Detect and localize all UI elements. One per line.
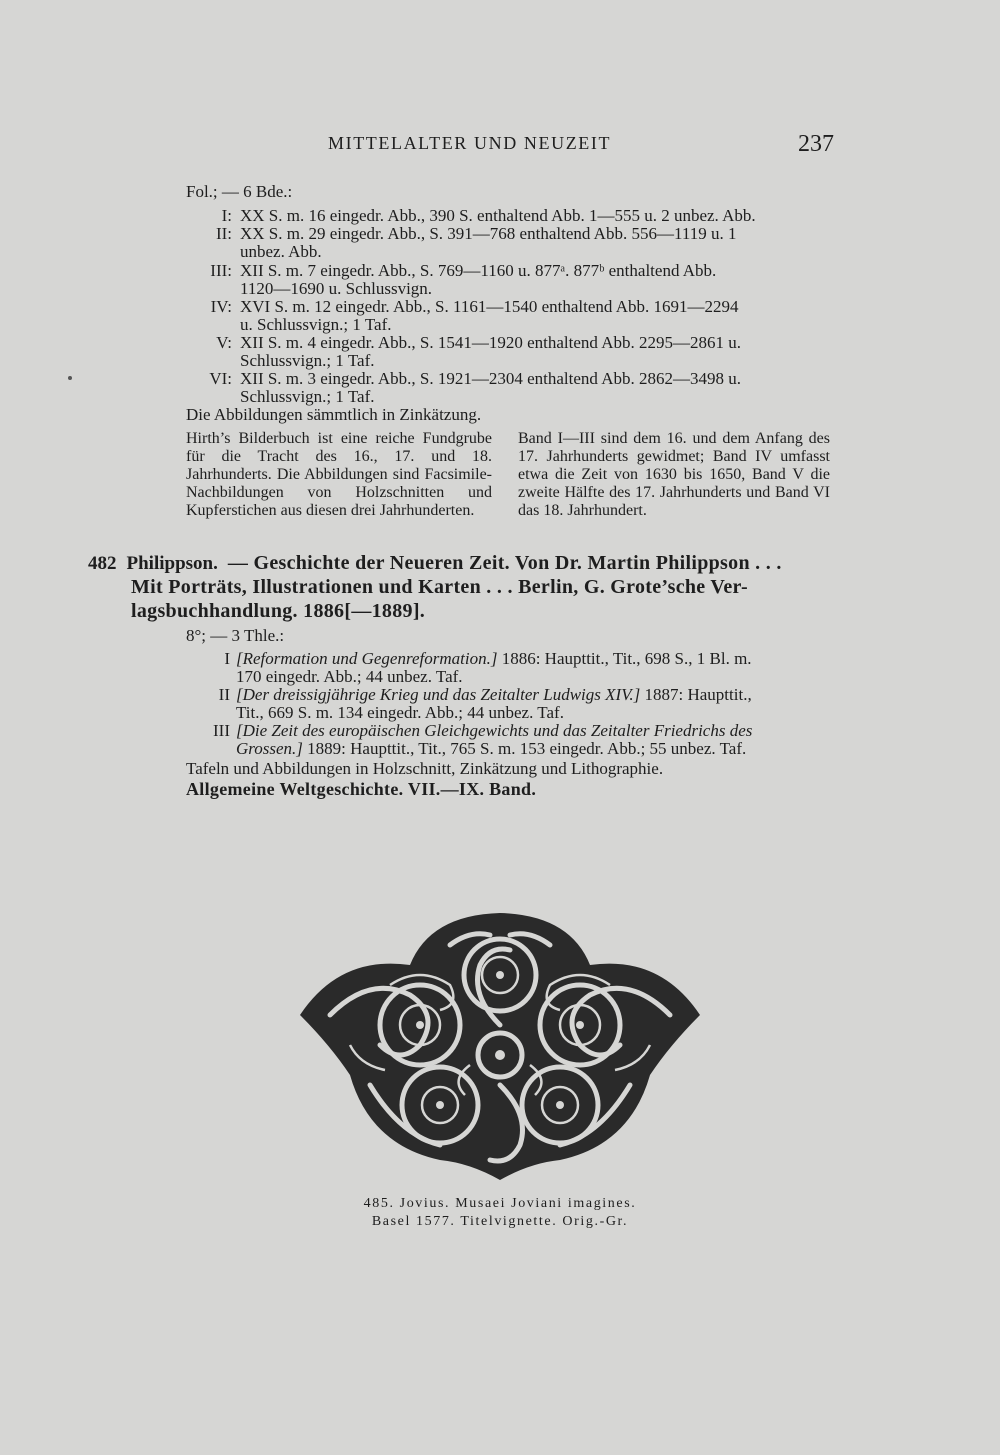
volume-line	[236, 649, 752, 668]
volume-label: III	[213, 721, 230, 740]
entry-title-line-2: Mit Porträts, Illustrationen und Karten . . . Berlin, G. Grote’sche Ver-	[131, 576, 748, 598]
volume-label: II:	[215, 224, 232, 243]
running-title: MITTELALTER UND NEUZEIT	[328, 133, 612, 153]
volume-line: 1120—1690 u. Schlussvign.	[240, 279, 433, 298]
series-note: Allgemeine Weltgeschichte. VII.—IX. Band.	[186, 779, 537, 799]
volume-details: 1887: Haupttit.,	[640, 685, 752, 704]
entry-author: Philippson.	[126, 553, 218, 574]
volume-label: I	[224, 649, 230, 668]
volume-line: XX S. m. 16 eingedr. Abb., 390 S. enthaltend Abb. 1—555 u. 2 unbez. Abb.	[240, 206, 756, 225]
page-number: 237	[798, 131, 834, 157]
volume-line: Tit., 669 S. m. 134 eingedr. Abb.; 44 unbez. Taf.	[236, 703, 564, 722]
technique-note: Tafeln und Abbildungen in Holzschnitt, Zinkätzung und Lithographie.	[186, 759, 664, 778]
volume-title: [Die Zeit des europäischen Gleichgewichts und das Zeitalter Friedrichs des	[236, 721, 753, 740]
volume-line: unbez. Abb.	[240, 242, 322, 261]
volume-line: XII S. m. 3 eingedr. Abb., S. 1921—2304 enthaltend Abb. 2862—3498 u.	[240, 369, 742, 388]
ink-speck	[68, 376, 72, 380]
volume-label: V:	[216, 333, 232, 352]
figure-caption-line-1: 485. Jovius. Musaei Joviani imagines.	[363, 1196, 637, 1211]
volume-details: 1886: Haupttit., Tit., 698 S., 1 Bl. m.	[497, 649, 752, 668]
illustration-note: Die Abbildungen sämmtlich in Zinkätzung.	[186, 405, 482, 424]
volume-line: XII S. m. 7 eingedr. Abb., S. 769—1160 u. 877ᵃ. 877ᵇ enthaltend Abb.	[240, 261, 717, 280]
volume-label: I:	[221, 206, 232, 225]
volume-line: 170 eingedr. Abb.; 44 unbez. Taf.	[236, 667, 463, 686]
format-line: 8°; — 3 Thle.:	[186, 626, 285, 645]
commentary-left-text: Hirth’s Bilderbuch ist eine reiche Fundgrube für die Tracht des 16., 17. und 18. Jahrhunderts. Die Abbildungen sind Facsimile-Nachbildungen von Holzschnitten und Kupferstichen aus diesen drei Jahrhunderten.	[186, 430, 492, 519]
entry-heading-line-1	[88, 552, 782, 575]
volume-line: u. Schlussvign.; 1 Taf.	[240, 315, 392, 334]
commentary-right-text: Band I—III sind dem 16. und dem Anfang des 17. Jahrhunderts gewidmet; Band IV umfasst etwa die Zeit von 1630 bis 1650, Band V die zweite Hälfte des 17. Jahrhunderts und Band VI das 18. Jahrhundert.	[518, 430, 830, 519]
volume-label: IV:	[210, 297, 232, 316]
figure-caption-line-2: Basel 1577. Titelvignette. Orig.-Gr.	[371, 1214, 629, 1229]
entry-number: 482	[88, 553, 117, 574]
entry-title: — Geschichte der Neueren Zeit. Von Dr. Martin Philippson . . .	[227, 552, 782, 574]
format-line: Fol.; — 6 Bde.:	[186, 182, 293, 201]
entry-title-line-3: lagsbuchhandlung. 1886[—1889].	[131, 600, 426, 622]
volume-label: II	[218, 685, 230, 704]
volume-line: XVI S. m. 12 eingedr. Abb., S. 1161—1540 enthaltend Abb. 1691—2294	[240, 297, 739, 316]
ornamental-vignette	[290, 905, 710, 1185]
volume-line: XX S. m. 29 eingedr. Abb., S. 391—768 enthaltend Abb. 556—1119 u. 1	[240, 224, 737, 243]
volume-details: 1889: Haupttit., Tit., 765 S. m. 153 eingedr. Abb.; 55 unbez. Taf.	[302, 739, 747, 758]
volume-line: XII S. m. 4 eingedr. Abb., S. 1541—1920 enthaltend Abb. 2295—2861 u.	[240, 333, 742, 352]
volume-line: Schlussvign.; 1 Taf.	[240, 387, 375, 406]
volume-label: III:	[210, 261, 232, 280]
volume-label: VI:	[209, 369, 232, 388]
commentary-right-column	[518, 430, 830, 520]
volume-line	[236, 739, 746, 758]
volume-line	[236, 685, 752, 704]
volume-title: [Der dreissigjährige Krieg und das Zeitalter Ludwigs XIV.]	[236, 685, 641, 704]
volume-title: [Reformation und Gegenreformation.]	[236, 649, 498, 668]
volume-title-end: Grossen.]	[236, 739, 303, 758]
volume-line: Schlussvign.; 1 Taf.	[240, 351, 375, 370]
commentary-left-column	[186, 430, 492, 520]
